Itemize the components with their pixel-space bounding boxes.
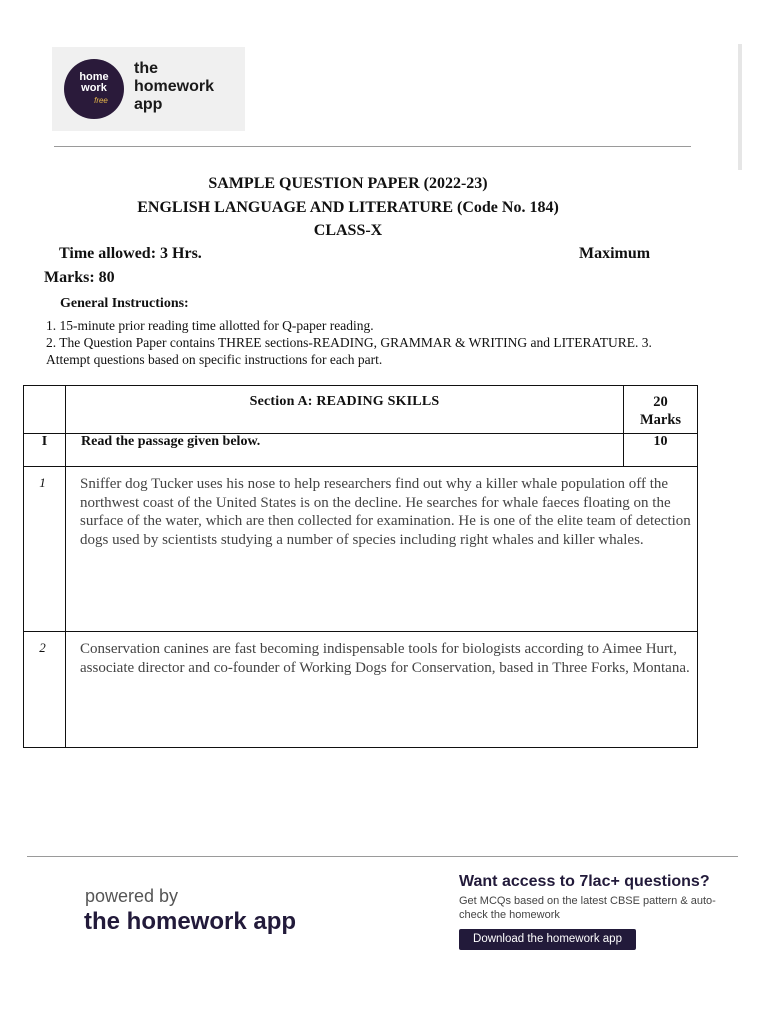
question-marks: 10 xyxy=(624,434,698,467)
paper-class: CLASS-X xyxy=(313,222,383,239)
logo-text-line3: app xyxy=(134,96,163,113)
footer-divider xyxy=(27,856,738,857)
question-row xyxy=(24,434,698,467)
logo-text-line1: the xyxy=(134,60,158,77)
section-marks xyxy=(624,386,698,434)
section-marks-label: Marks xyxy=(639,412,682,428)
cta-heading: Want access to 7lac+ questions? xyxy=(459,873,710,890)
paper-title: SAMPLE QUESTION PAPER (2022-23) xyxy=(208,175,488,192)
powered-by-label: powered by xyxy=(85,886,179,906)
total-marks: Marks: 80 xyxy=(44,269,115,286)
paper-subject: ENGLISH LANGUAGE AND LITERATURE (Code No. 184) xyxy=(137,199,559,216)
section-title: Section A: READING SKILLS xyxy=(66,386,624,434)
question-number: I xyxy=(24,434,66,467)
scrollbar-track[interactable] xyxy=(738,44,742,170)
logo-circle-tag: free xyxy=(94,96,108,105)
logo-text-line2: homework xyxy=(134,78,215,95)
maximum-label: Maximum xyxy=(579,245,651,262)
logo-circle-line2: work xyxy=(81,82,107,94)
instruction-line-2: 2. The Question Paper contains THREE sections-READING, GRAMMAR & WRITING and LITERATURE. 3. Attempt questions based on specific instructions for each part. xyxy=(46,335,652,367)
footer-brand: the homework app xyxy=(84,908,297,935)
cta-subtext: Get MCQs based on the latest CBSE pattern & auto-check the homework xyxy=(459,895,716,921)
section-number-cell xyxy=(24,386,66,434)
logo-circle-line1: home xyxy=(79,71,109,83)
homework-app-logo xyxy=(52,47,245,131)
passage-row xyxy=(24,632,698,748)
question-table xyxy=(23,385,698,748)
passage-row xyxy=(24,467,698,632)
question-instruction: Read the passage given below. xyxy=(66,434,624,467)
instruction-line-1: 1. 15-minute prior reading time allotted for Q-paper reading. xyxy=(46,318,374,333)
logo-emblem xyxy=(64,59,124,119)
time-allowed: Time allowed: 3 Hrs. xyxy=(59,245,202,262)
passage-text: Sniffer dog Tucker uses his nose to help researchers find out why a killer whale population off the northwest coast of the United States is on the decline. He searches for whale faeces floating on the surface of the water, which are then collected for examination. He is one of the elite team of detection dogs used by scientists studying a number of species including right whales and killer whales. xyxy=(66,467,698,632)
passage-text: Conservation canines are fast becoming indispensable tools for biologists according to Aimee Hurt, associate director and co-founder of Working Dogs for Conservation, based in Three Forks, Montana. xyxy=(66,632,698,748)
logo-wordmark xyxy=(134,60,214,114)
section-marks-number: 20 xyxy=(653,394,668,410)
passage-number: 2 xyxy=(24,632,66,748)
download-app-button[interactable]: Download the homework app xyxy=(459,929,636,950)
header-divider xyxy=(54,146,691,147)
passage-number: 1 xyxy=(24,467,66,632)
section-header-row xyxy=(24,386,698,434)
instructions-heading: General Instructions: xyxy=(60,296,189,311)
